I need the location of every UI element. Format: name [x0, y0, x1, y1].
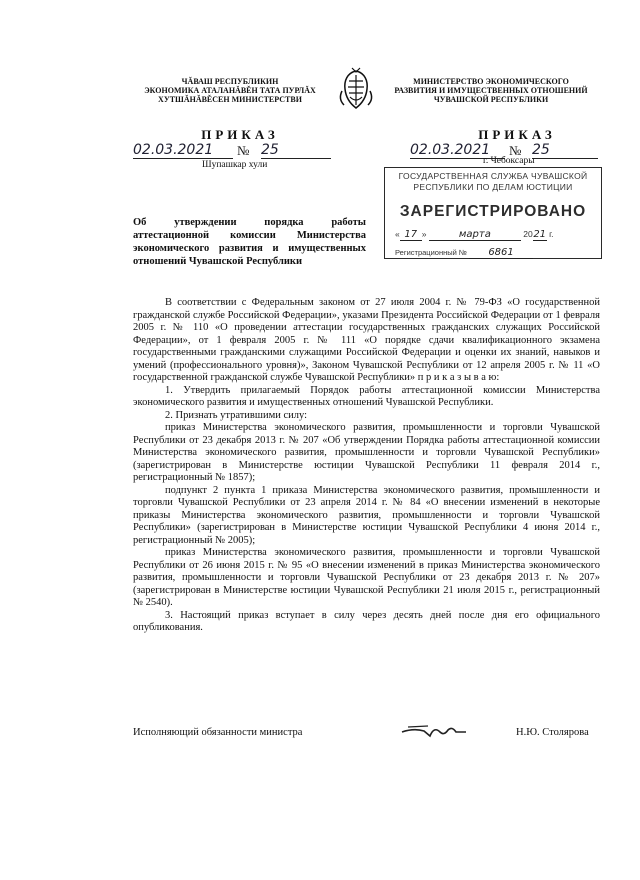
- document-title: Об утверждении порядка работы аттестационной комиссии Министерства экономического развития и имущественных отношений Чувашской Республики: [133, 217, 366, 267]
- stamp-year: 21: [533, 229, 547, 240]
- right-prikaz-heading: ПРИКАЗ: [478, 127, 556, 142]
- header-right: [386, 77, 596, 104]
- body-item-2a: приказ Министерства экономического развития, промышленности и торговли Чувашской Республики от 23 декабря 2013 г. № 207 «Об утверждении Порядка работы аттестационной комиссии Министерства экономического развития, промышленности и торговли Чувашской Республики» (зарегистрирован в Министерстве юстиции Чувашской Республики 11 февраля 2014 г., регистрационный № 1857);: [133, 422, 600, 483]
- header-left-line-3: ХУТШĂНĂВĚСЕН МИНИСТЕРСТВИ: [158, 95, 302, 104]
- body-item-2b: подпункт 2 пункта 1 приказа Министерства экономического развития, промышленности и торговли Чувашской Республики от 23 апреля 2014 г. № 84 «О внесении изменений в некоторые приказы Министерства экономического развития, промышленности и торговли Чувашской Республики» (зарегистрирован в Министерстве юстиции Чувашской Республики 4 июня 2014 г., регистрационный № 2005);: [133, 484, 600, 546]
- stamp-line-1: ГОСУДАРСТВЕННАЯ СЛУЖБА ЧУВАШСКОЙ: [398, 171, 588, 181]
- left-date: 02.03.2021: [133, 142, 233, 159]
- right-date: 02.03.2021: [410, 142, 505, 159]
- left-date-line: [133, 142, 338, 158]
- document-body: [133, 297, 600, 635]
- stamp-date-row: [385, 229, 601, 241]
- handwritten-signature-icon: [400, 720, 470, 742]
- body-item-2: 2. Признать утратившими силу:: [165, 409, 308, 421]
- stamp-day: 17: [400, 229, 422, 241]
- left-number: 25: [261, 142, 331, 159]
- right-number-sign: №: [509, 143, 522, 158]
- stamp-reg-row: [385, 247, 601, 259]
- stamp-registered: ЗАРЕГИСТРИРОВАНО: [399, 203, 587, 220]
- registration-stamp: [384, 167, 602, 259]
- header-right-line-3: ЧУВАШСКОЙ РЕСПУБЛИКИ: [433, 95, 549, 104]
- header-left-line-1: ЧĂВАШ РЕСПУБЛИКИН: [181, 77, 279, 86]
- stamp-quote-close: »: [421, 229, 427, 239]
- right-number: 25: [532, 142, 598, 159]
- right-city: г. Чебоксары: [483, 156, 535, 166]
- header-left: [130, 77, 330, 104]
- stamp-quote-open: «: [395, 229, 400, 239]
- header-left-line-2: ЭКОНОМИКА АТАЛАНĂВĚН ТАТА ПУРЛĂХ: [144, 86, 316, 95]
- header-right-line-1: МИНИСТЕРСТВО ЭКОНОМИЧЕСКОГО: [413, 77, 569, 86]
- left-prikaz-heading: ПРИКАЗ: [201, 127, 279, 142]
- signature-position: Исполняющий обязанности министра: [133, 727, 303, 738]
- left-number-sign: №: [237, 143, 250, 158]
- stamp-month: марта: [429, 229, 521, 241]
- stamp-year-suffix: г.: [549, 229, 554, 239]
- stamp-line-2: РЕСПУБЛИКИ ПО ДЕЛАМ ЮСТИЦИИ: [413, 182, 573, 192]
- stamp-year-prefix: 20: [523, 229, 533, 239]
- header-right-line-2: РАЗВИТИЯ И ИМУЩЕСТВЕННЫХ ОТНОШЕНИЙ: [394, 86, 588, 95]
- body-item-2c: приказ Министерства экономического развития, промышленности и торговли Чувашской Республики от 26 июня 2015 г. № 95 «О внесении изменений в приказ Министерства экономического развития, промышленности и торговли Чувашской Республики от 23 декабря 2013 г. № 207» (зарегистрирован в Министерстве юстиции Чувашской Республики 21 июля 2015 г., регистрационный № 2540).: [133, 547, 600, 608]
- left-city: Шупашкар хули: [202, 160, 268, 170]
- stamp-reg-label: Регистрационный №: [395, 248, 467, 257]
- body-preamble: В соответствии с Федеральным законом от 27 июля 2004 г. № 79-ФЗ «О государственной гражданской службе Российской Федерации», указами Президента Российской Федерации от 1 февраля 2005 г. № 110 «О проведении аттестации государственных гражданских служащих Российской Федерации», от 1 февраля 2005 г. № 111 «О порядке сдачи квалификационного экзамена государственными гражданскими служащими Российской Федерации и оценки их знаний, навыков и умений (профессионального уровня)», Законом Чувашской Республики от 12 апреля 2005 г. № 11 «О государственной гражданской службе Чувашской Республики» п р и к а з ы в а ю:: [133, 297, 600, 383]
- signature-name: Н.Ю. Столярова: [516, 727, 589, 738]
- coat-of-arms-icon: [336, 67, 376, 111]
- body-item-1: 1. Утвердить прилагаемый Порядок работы аттестационной комиссии Министерства экономического развития и имущественных отношений Чувашской Республики.: [133, 384, 600, 408]
- stamp-reg-number: 6861: [469, 247, 533, 259]
- body-item-3: 3. Настоящий приказ вступает в силу через десять дней после дня его официального опубликования.: [133, 609, 600, 633]
